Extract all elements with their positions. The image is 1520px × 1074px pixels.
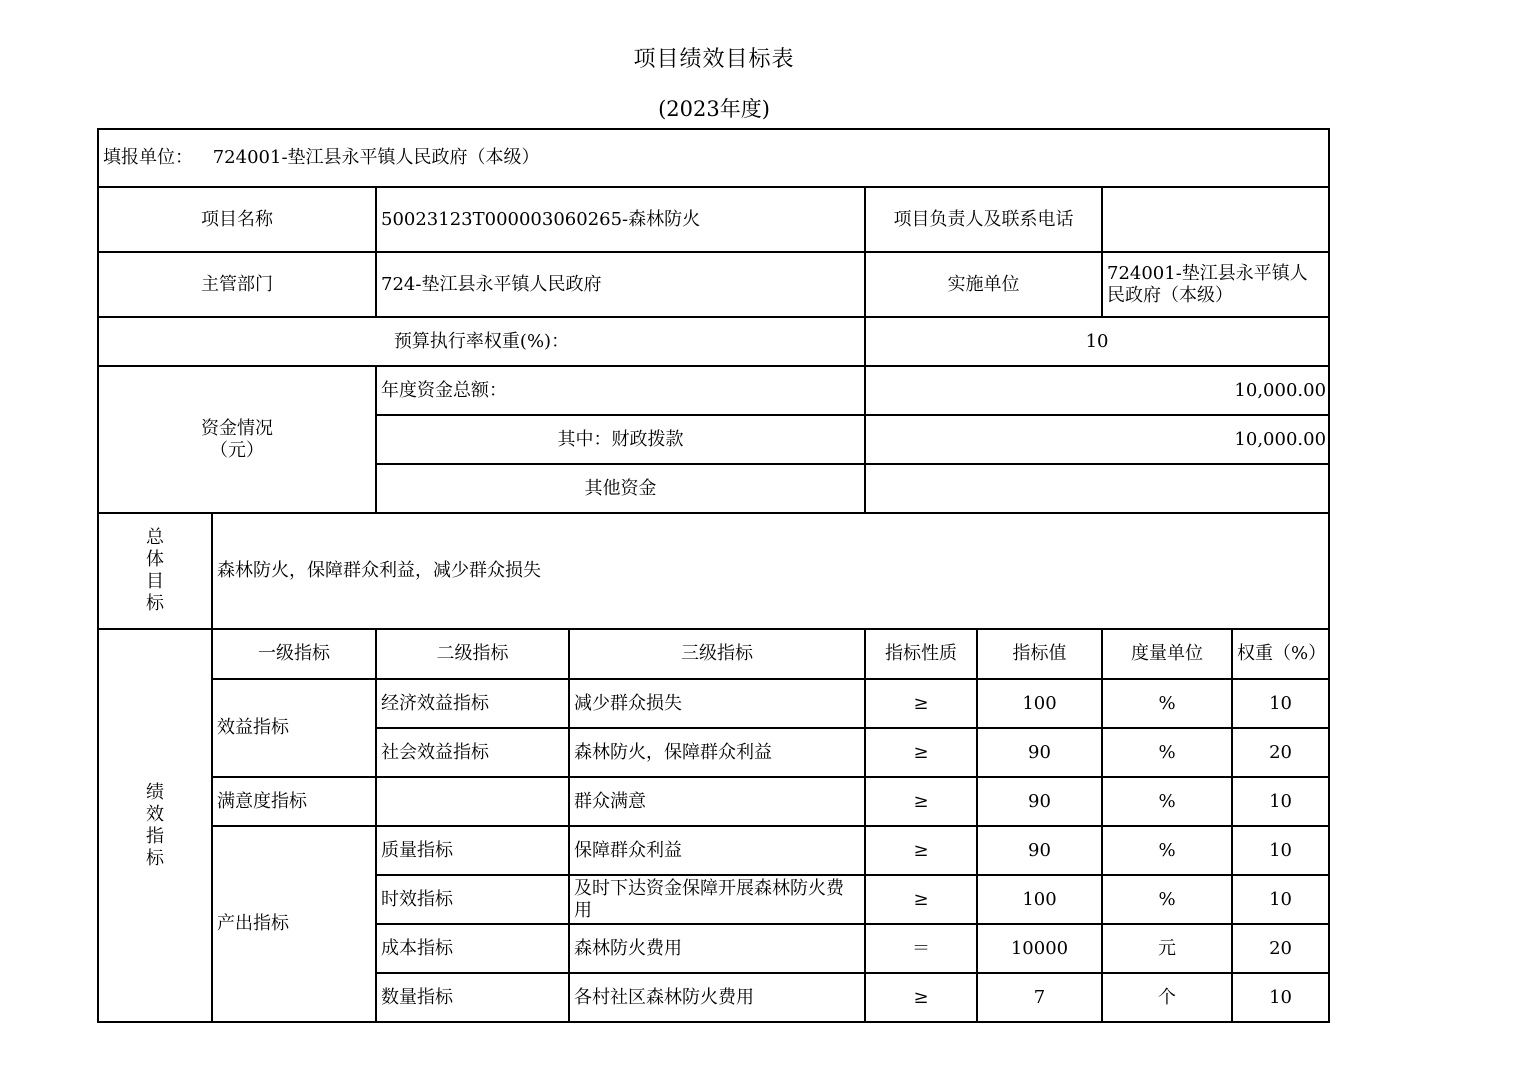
column-header: 度量单位 [1102,629,1232,679]
level3-indicator: 群众满意 [569,777,865,826]
level3-indicator: 森林防火费用 [569,924,865,973]
level1-indicator: 效益指标 [212,679,376,777]
budget-rate-label: 预算执行率权重(%)： [98,317,865,366]
department-label: 主管部门 [98,252,376,317]
indicator-unit: % [1102,728,1232,777]
level2-indicator [376,777,569,826]
funds-total-value: 10,000.00 [865,366,1329,415]
overall-goal-label-char: 标 [146,593,164,614]
project-name-label: 项目名称 [98,187,376,252]
performance-label-char: 效 [146,803,164,825]
fill-unit-value: 724001-垫江县永平镇人民政府（本级） [212,147,540,168]
level3-indicator: 减少群众损失 [569,679,865,728]
indicator-value: 100 [977,679,1102,728]
funds-label-line2: （元） [210,439,264,461]
column-header: 指标性质 [865,629,977,679]
indicator-unit: % [1102,875,1232,924]
performance-indicator-label [98,629,212,1022]
indicator-weight: 20 [1232,728,1329,777]
level2-indicator: 时效指标 [376,875,569,924]
funds-fiscal-value: 10,000.00 [865,415,1329,464]
level3-indicator: 各村社区森林防火费用 [569,973,865,1022]
page-title: 项目绩效目标表 [633,47,795,72]
indicator-value: 10000 [977,924,1102,973]
overall-goal-label-char: 体 [146,549,164,570]
project-name-row [98,187,1329,252]
indicator-nature: ＝ [865,924,977,973]
level2-indicator: 数量指标 [376,973,569,1022]
indicator-weight: 10 [1232,826,1329,875]
funds-total-row [98,366,1329,415]
funds-other-label: 其他资金 [376,464,865,513]
table-row [98,679,1329,728]
indicator-value: 90 [977,777,1102,826]
department-value: 724-垫江县永平镇人民政府 [376,252,865,317]
indicator-value: 90 [977,826,1102,875]
column-header: 一级指标 [212,629,376,679]
indicator-unit: 元 [1102,924,1232,973]
level2-indicator: 经济效益指标 [376,679,569,728]
project-leader-value [1102,187,1329,252]
indicator-weight: 10 [1232,973,1329,1022]
funds-label-line1: 资金情况 [201,417,273,439]
overall-goal-label-char: 目 [146,571,164,592]
project-leader-label: 项目负责人及联系电话 [865,187,1102,252]
level2-indicator: 成本指标 [376,924,569,973]
performance-label-char: 绩 [146,781,164,803]
funds-label [98,366,376,513]
indicator-unit: % [1102,679,1232,728]
project-name-value: 50023123T000003060265-森林防火 [376,187,865,252]
indicator-nature: ≥ [865,777,977,826]
level3-indicator: 森林防火，保障群众利益 [569,728,865,777]
budget-rate-value: 10 [865,317,1329,366]
performance-goal-table [97,128,1330,1023]
indicator-nature: ≥ [865,875,977,924]
page-subtitle-year: (2023年度) [658,97,770,121]
indicator-nature: ≥ [865,728,977,777]
indicator-header-row [98,629,1329,679]
department-row [98,252,1329,317]
overall-goal-row [98,513,1329,629]
indicator-unit: % [1102,777,1232,826]
indicator-value: 100 [977,875,1102,924]
indicator-nature: ≥ [865,973,977,1022]
indicator-unit: 个 [1102,973,1232,1022]
indicator-weight: 10 [1232,875,1329,924]
indicator-nature: ≥ [865,826,977,875]
level1-indicator: 产出指标 [212,826,376,1022]
indicator-value: 90 [977,728,1102,777]
performance-label-char: 指 [146,825,164,847]
indicator-unit: % [1102,826,1232,875]
table-row [98,777,1329,826]
fill-unit-label: 填报单位： [103,147,193,168]
fill-unit-cell [98,129,1329,187]
indicator-weight: 10 [1232,777,1329,826]
column-header: 三级指标 [569,629,865,679]
fill-unit-row [98,129,1329,187]
level2-indicator: 质量指标 [376,826,569,875]
indicator-weight: 20 [1232,924,1329,973]
level1-indicator: 满意度指标 [212,777,376,826]
funds-total-label: 年度资金总额： [376,366,865,415]
budget-rate-row [98,317,1329,366]
overall-goal-label [98,513,212,629]
level2-indicator: 社会效益指标 [376,728,569,777]
column-header: 权重（%） [1232,629,1329,679]
funds-other-value [865,464,1329,513]
implementing-unit-label: 实施单位 [865,252,1102,317]
level3-indicator: 及时下达资金保障开展森林防火费用 [569,875,865,924]
column-header: 二级指标 [376,629,569,679]
level3-indicator: 保障群众利益 [569,826,865,875]
column-header: 指标值 [977,629,1102,679]
funds-fiscal-label: 其中：财政拨款 [376,415,865,464]
indicator-weight: 10 [1232,679,1329,728]
performance-label-char: 标 [146,847,164,869]
indicator-value: 7 [977,973,1102,1022]
overall-goal-label-char: 总 [146,527,164,548]
implementing-unit-value: 724001-垫江县永平镇人民政府（本级） [1102,252,1329,317]
overall-goal-text: 森林防火，保障群众利益，减少群众损失 [212,513,1329,629]
indicator-nature: ≥ [865,679,977,728]
table-row [98,826,1329,875]
